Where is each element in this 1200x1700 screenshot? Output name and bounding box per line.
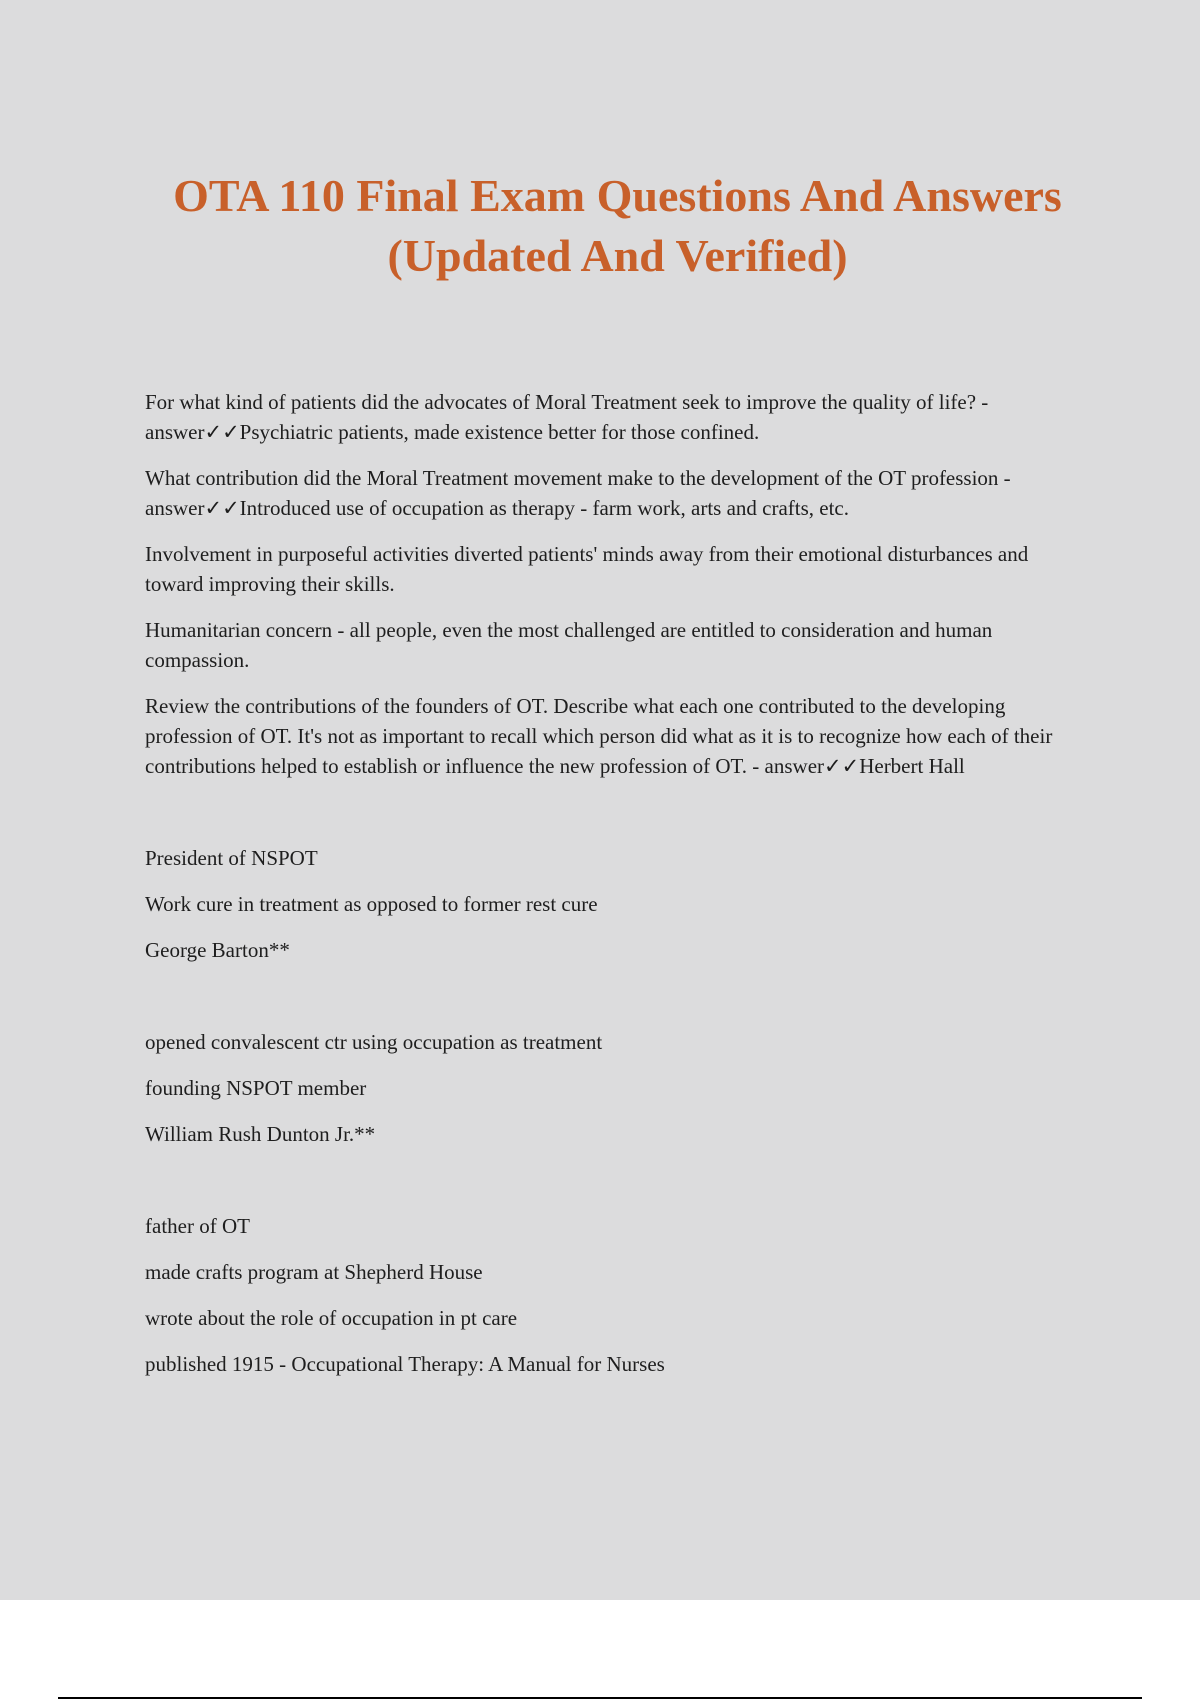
paragraph-founders-review: Review the contributions of the founders of OT. Describe what each one contributed to the developing profession of OT. It's not as important to recall which person did what as it is to recognize how each of their contributions helped to establish or influence the new profession of OT. - answer✓✓Herbert Hall — [145, 694, 1053, 778]
document-title: OTA 110 Final Exam Questions And Answers (Updated And Verified) — [173, 170, 1062, 281]
paragraph-line: President of NSPOT — [145, 846, 318, 870]
spacer — [145, 797, 1085, 843]
paragraph-line: William Rush Dunton Jr.** — [145, 1122, 376, 1146]
paragraph-line: father of OT — [145, 1214, 250, 1238]
paragraph-purposeful-activities: Involvement in purposeful activities diverted patients' minds away from their emotional disturbances and toward improving their skills. — [145, 542, 1029, 596]
paragraph-line: published 1915 - Occupational Therapy: A Manual for Nurses — [145, 1352, 665, 1376]
paragraph-line: wrote about the role of occupation in pt care — [145, 1306, 518, 1330]
paragraph-line: George Barton** — [145, 938, 290, 962]
spacer — [145, 1165, 1085, 1211]
paragraph-line: made crafts program at Shepherd House — [145, 1260, 483, 1284]
paragraph-line: founding NSPOT member — [145, 1076, 367, 1100]
bottom-divider — [58, 1697, 1142, 1699]
paragraph-humanitarian-concern: Humanitarian concern - all people, even the most challenged are entitled to consideration and human compassion. — [145, 618, 993, 672]
paragraph-moral-treatment-patients: For what kind of patients did the advocates of Moral Treatment seek to improve the quality of life? - answer✓✓Psychiatric patients, made existence better for those confined. — [145, 390, 989, 444]
paragraph-moral-treatment-contribution: What contribution did the Moral Treatment movement make to the development of the OT profession - answer✓✓Introduced use of occupation as therapy - farm work, arts and crafts, etc. — [145, 466, 1011, 520]
spacer — [145, 981, 1085, 1027]
paragraph-line: Work cure in treatment as opposed to former rest cure — [145, 892, 598, 916]
document-body — [145, 387, 1085, 1395]
paragraph-line: opened convalescent ctr using occupation as treatment — [145, 1030, 603, 1054]
